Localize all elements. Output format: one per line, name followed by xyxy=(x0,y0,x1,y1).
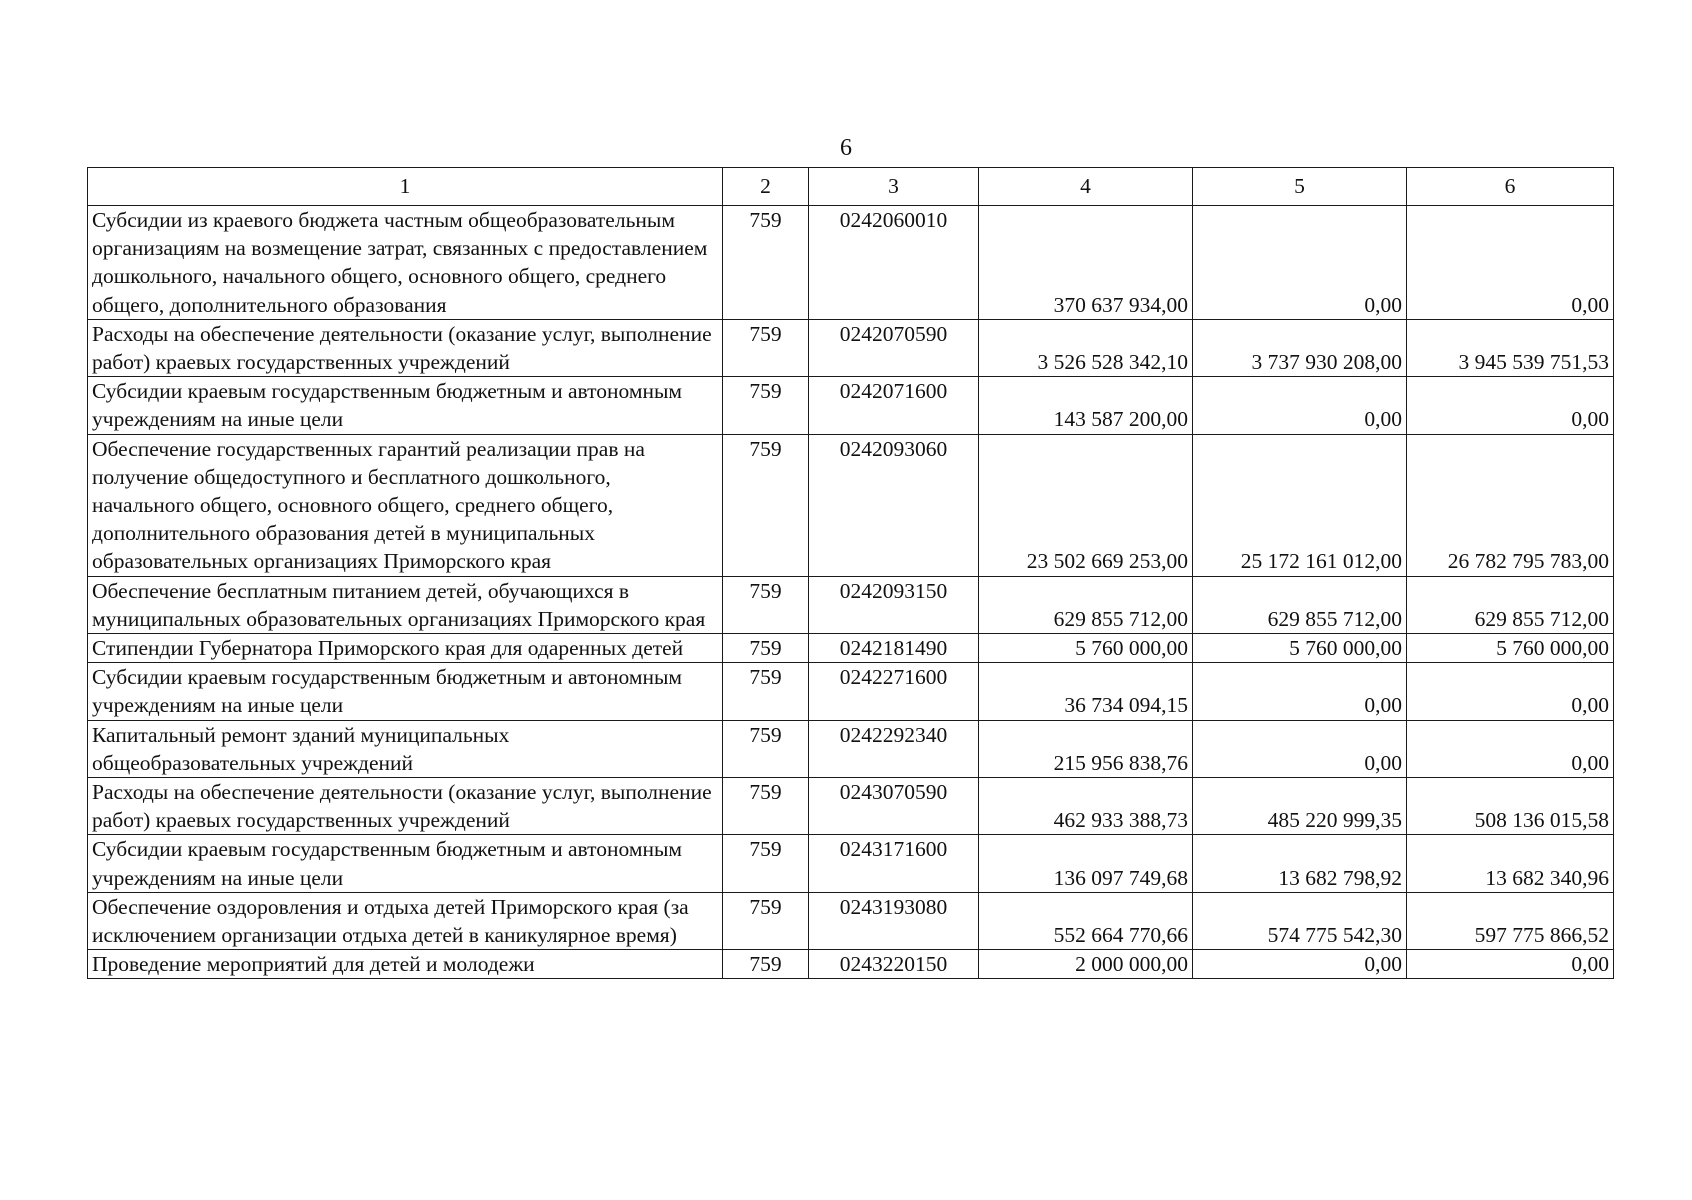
table-row xyxy=(88,720,1614,777)
row-chapter-code: 759 xyxy=(723,576,809,633)
column-header: 2 xyxy=(723,168,809,206)
row-amount-year2: 629 855 712,00 xyxy=(1193,576,1407,633)
row-target-code: 0242093060 xyxy=(809,434,979,576)
row-amount-year3: 26 782 795 783,00 xyxy=(1407,434,1614,576)
row-amount-year2: 13 682 798,92 xyxy=(1193,835,1407,892)
table-row xyxy=(88,434,1614,576)
row-amount-year3: 5 760 000,00 xyxy=(1407,634,1614,663)
row-chapter-code: 759 xyxy=(723,720,809,777)
row-amount-year3: 13 682 340,96 xyxy=(1407,835,1614,892)
row-target-code: 0243070590 xyxy=(809,778,979,835)
row-chapter-code: 759 xyxy=(723,663,809,720)
row-amount-year2: 3 737 930 208,00 xyxy=(1193,319,1407,376)
row-name: Обеспечение государственных гарантий реализации прав на получение общедоступного и бесплатного дошкольного, начального общего, основного общего, среднего общего, дополнительного образования детей в муниципальных образовательных организациях Приморского края xyxy=(88,434,723,576)
row-chapter-code: 759 xyxy=(723,434,809,576)
row-name: Субсидии из краевого бюджета частным общеобразовательным организациям на возмещение затрат, связанных с предоставлением дошкольного, начального общего, основного общего, среднего общего, дополнительного образования xyxy=(88,206,723,320)
column-header: 3 xyxy=(809,168,979,206)
row-amount-year1: 629 855 712,00 xyxy=(979,576,1193,633)
row-target-code: 0242060010 xyxy=(809,206,979,320)
row-amount-year3: 0,00 xyxy=(1407,206,1614,320)
row-amount-year1: 136 097 749,68 xyxy=(979,835,1193,892)
row-amount-year2: 25 172 161 012,00 xyxy=(1193,434,1407,576)
row-target-code: 0242093150 xyxy=(809,576,979,633)
row-amount-year3: 0,00 xyxy=(1407,663,1614,720)
row-amount-year2: 0,00 xyxy=(1193,663,1407,720)
row-amount-year1: 215 956 838,76 xyxy=(979,720,1193,777)
row-amount-year2: 0,00 xyxy=(1193,950,1407,979)
row-target-code: 0242071600 xyxy=(809,377,979,434)
row-amount-year1: 36 734 094,15 xyxy=(979,663,1193,720)
row-name: Обеспечение оздоровления и отдыха детей Приморского края (за исключением организации отдыха детей в каникулярное время) xyxy=(88,892,723,949)
row-chapter-code: 759 xyxy=(723,950,809,979)
budget-table xyxy=(87,167,1614,979)
row-chapter-code: 759 xyxy=(723,319,809,376)
row-amount-year3: 629 855 712,00 xyxy=(1407,576,1614,633)
row-target-code: 0242271600 xyxy=(809,663,979,720)
table-row xyxy=(88,576,1614,633)
table-row xyxy=(88,778,1614,835)
table-row xyxy=(88,634,1614,663)
row-amount-year1: 143 587 200,00 xyxy=(979,377,1193,434)
row-amount-year3: 508 136 015,58 xyxy=(1407,778,1614,835)
row-amount-year1: 552 664 770,66 xyxy=(979,892,1193,949)
row-name: Расходы на обеспечение деятельности (оказание услуг, выполнение работ) краевых государственных учреждений xyxy=(88,778,723,835)
row-amount-year3: 597 775 866,52 xyxy=(1407,892,1614,949)
row-name: Субсидии краевым государственным бюджетным и автономным учреждениям на иные цели xyxy=(88,663,723,720)
column-header: 1 xyxy=(88,168,723,206)
table-row xyxy=(88,835,1614,892)
column-header: 4 xyxy=(979,168,1193,206)
row-amount-year1: 2 000 000,00 xyxy=(979,950,1193,979)
row-target-code: 0243193080 xyxy=(809,892,979,949)
row-name: Стипендии Губернатора Приморского края для одаренных детей xyxy=(88,634,723,663)
row-amount-year2: 574 775 542,30 xyxy=(1193,892,1407,949)
table-row xyxy=(88,892,1614,949)
page-number: 6 xyxy=(840,135,852,161)
row-amount-year3: 0,00 xyxy=(1407,720,1614,777)
table-row xyxy=(88,950,1614,979)
row-amount-year1: 370 637 934,00 xyxy=(979,206,1193,320)
row-amount-year3: 0,00 xyxy=(1407,950,1614,979)
row-amount-year1: 5 760 000,00 xyxy=(979,634,1193,663)
row-amount-year2: 5 760 000,00 xyxy=(1193,634,1407,663)
column-header: 5 xyxy=(1193,168,1407,206)
table-row xyxy=(88,206,1614,320)
row-chapter-code: 759 xyxy=(723,377,809,434)
row-chapter-code: 759 xyxy=(723,634,809,663)
row-name: Обеспечение бесплатным питанием детей, обучающихся в муниципальных образовательных организациях Приморского края xyxy=(88,576,723,633)
row-chapter-code: 759 xyxy=(723,892,809,949)
row-chapter-code: 759 xyxy=(723,835,809,892)
row-name: Субсидии краевым государственным бюджетным и автономным учреждениям на иные цели xyxy=(88,835,723,892)
row-name: Проведение мероприятий для детей и молодежи xyxy=(88,950,723,979)
row-target-code: 0242070590 xyxy=(809,319,979,376)
row-amount-year1: 23 502 669 253,00 xyxy=(979,434,1193,576)
row-amount-year2: 0,00 xyxy=(1193,206,1407,320)
row-amount-year3: 0,00 xyxy=(1407,377,1614,434)
row-chapter-code: 759 xyxy=(723,778,809,835)
row-amount-year2: 0,00 xyxy=(1193,377,1407,434)
row-target-code: 0242181490 xyxy=(809,634,979,663)
column-header: 6 xyxy=(1407,168,1614,206)
row-amount-year3: 3 945 539 751,53 xyxy=(1407,319,1614,376)
row-amount-year1: 462 933 388,73 xyxy=(979,778,1193,835)
row-name: Субсидии краевым государственным бюджетным и автономным учреждениям на иные цели xyxy=(88,377,723,434)
row-chapter-code: 759 xyxy=(723,206,809,320)
table-row xyxy=(88,377,1614,434)
row-amount-year2: 485 220 999,35 xyxy=(1193,778,1407,835)
row-amount-year1: 3 526 528 342,10 xyxy=(979,319,1193,376)
row-target-code: 0243220150 xyxy=(809,950,979,979)
row-target-code: 0243171600 xyxy=(809,835,979,892)
row-amount-year2: 0,00 xyxy=(1193,720,1407,777)
header-row xyxy=(88,168,1614,206)
row-name: Расходы на обеспечение деятельности (оказание услуг, выполнение работ) краевых государственных учреждений xyxy=(88,319,723,376)
table-row xyxy=(88,663,1614,720)
row-name: Капитальный ремонт зданий муниципальных общеобразовательных учреждений xyxy=(88,720,723,777)
table-row xyxy=(88,319,1614,376)
row-target-code: 0242292340 xyxy=(809,720,979,777)
